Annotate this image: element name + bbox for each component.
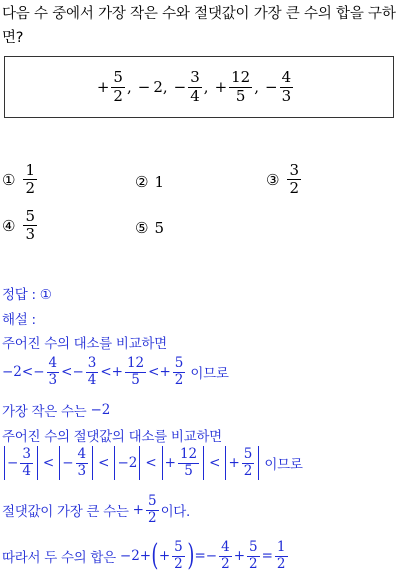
- order-fraction-5: [173, 356, 186, 388]
- largest-line: [2, 494, 190, 526]
- abs-fraction-2: [76, 447, 89, 479]
- final-fraction-1: [219, 540, 232, 572]
- number-list: [5, 57, 393, 117]
- abs-sign-2: −: [62, 455, 74, 471]
- abs-fraction-5: [242, 447, 255, 479]
- number-sign: +: [214, 78, 228, 96]
- final-f2-numerator: 5: [249, 539, 258, 555]
- explanation-line-1: 주어진 수의 대소를 비교하면: [2, 336, 167, 352]
- order-fraction-4-denominator: 5: [131, 371, 140, 388]
- option-mark: ③: [266, 170, 280, 189]
- largest-numerator: 5: [147, 493, 157, 509]
- largest-sign: +: [132, 502, 144, 519]
- final-text: 따라서 두 수의 합은: [2, 550, 116, 567]
- number-fraction-denominator: 3: [281, 86, 292, 105]
- number-sign: −: [137, 78, 151, 96]
- option-mark: ④: [2, 216, 16, 235]
- option-fraction: [287, 162, 301, 198]
- option-2[interactable]: [135, 173, 164, 191]
- abs-fraction-1: [20, 447, 33, 479]
- abs-bar-right-1: [37, 446, 38, 480]
- abs-sign-4: +: [164, 455, 176, 471]
- option-4[interactable]: [2, 208, 39, 244]
- order-fraction-4: [125, 356, 146, 388]
- abs-sign-1: −: [7, 455, 19, 471]
- number-separator: ,: [126, 78, 132, 96]
- order-rel-4: <: [148, 364, 160, 381]
- option-3[interactable]: [266, 162, 303, 198]
- order-comparison: [2, 356, 229, 388]
- order-fraction-2-numerator: 4: [48, 355, 58, 371]
- number-fraction-numerator: 4: [281, 68, 292, 87]
- number-value: 2: [153, 78, 163, 96]
- order-rel-1: <: [21, 364, 34, 381]
- final-plus: +: [233, 548, 245, 565]
- abs-suffix: 이므로: [264, 457, 303, 473]
- smallest-text: 가장 작은 수는: [2, 404, 87, 420]
- abs-fraction-4-numerator: 12: [179, 445, 198, 462]
- final-f1-denominator: 2: [221, 555, 230, 572]
- number-fraction: [111, 69, 125, 105]
- final-f1-numerator: 4: [221, 539, 230, 555]
- final-eq1: =−: [194, 548, 218, 565]
- option-fraction-denominator: 2: [25, 179, 35, 198]
- option-mark: ②: [135, 173, 149, 191]
- largest-text: 절댓값이 가장 큰 수는: [2, 504, 129, 521]
- abs-fraction-5-numerator: 5: [243, 445, 253, 462]
- number-fraction-numerator: 5: [113, 68, 123, 87]
- abs-rel-1: <: [42, 455, 55, 471]
- largest-denominator: 2: [147, 509, 157, 526]
- number-separator: ,: [203, 78, 209, 96]
- abs-fraction-2-denominator: 3: [77, 462, 87, 479]
- order-suffix: 이므로: [190, 366, 229, 383]
- number-fraction: [229, 69, 252, 105]
- number-item-2: [138, 78, 168, 96]
- smallest-value: −2: [90, 402, 111, 418]
- number-fraction-numerator: 3: [190, 68, 200, 87]
- number-separator: ,: [162, 78, 168, 96]
- abs-bar-left-3: [114, 446, 115, 480]
- order-term-1: −2: [2, 364, 22, 381]
- smallest-line: [2, 400, 110, 420]
- option-fraction-numerator: 1: [25, 161, 35, 179]
- abs-bar-left-1: [4, 446, 5, 480]
- option-1[interactable]: [2, 162, 39, 198]
- final-fraction-2: [247, 540, 260, 572]
- abs-fraction-4: [178, 447, 199, 479]
- number-fraction-denominator: 5: [235, 86, 246, 105]
- order-fraction-3-numerator: 3: [87, 355, 97, 371]
- number-item-3: [174, 69, 209, 105]
- final-result: [275, 540, 288, 572]
- option-fraction-numerator: 5: [25, 207, 35, 225]
- abs-rel-4: <: [209, 455, 221, 471]
- option-value: 1: [154, 173, 164, 191]
- final-eq2: =: [261, 548, 273, 565]
- order-fraction-4-numerator: 12: [126, 355, 145, 371]
- option-fraction-numerator: 3: [289, 161, 299, 179]
- explanation-label: 해설 :: [2, 312, 36, 328]
- order-sign-2: −: [33, 364, 45, 381]
- question-text: 다음 수 중에서 가장 작은 수와 절댓값이 가장 큰 수의 합을 구하면?: [2, 6, 396, 46]
- abs-bar-right-3: [139, 446, 140, 480]
- number-fraction-numerator: 12: [231, 68, 251, 87]
- number-item-5: [265, 69, 295, 105]
- order-rel-3: <: [100, 364, 112, 381]
- order-fraction-5-denominator: 2: [174, 371, 184, 388]
- abs-bar-right-4: [203, 446, 204, 480]
- number-item-4: [215, 69, 259, 105]
- option-fraction: [23, 208, 37, 244]
- largest-fraction: [146, 494, 159, 526]
- abs-sign-5: +: [228, 455, 240, 471]
- number-sign: −: [173, 78, 187, 96]
- final-inner-sign: +: [158, 548, 171, 565]
- final-inner-numerator: 5: [174, 539, 183, 555]
- number-list-box: [4, 56, 394, 118]
- order-fraction-3: [86, 356, 99, 388]
- order-sign-3: −: [72, 364, 84, 381]
- abs-rel-2: <: [98, 455, 110, 471]
- number-sign: −: [265, 78, 278, 96]
- order-fraction-5-numerator: 5: [174, 355, 184, 371]
- order-fraction-2-denominator: 3: [48, 371, 58, 388]
- final-result-numerator: 1: [276, 539, 286, 555]
- number-separator: ,: [254, 78, 260, 96]
- explanation-line-2: 주어진 수의 절댓값의 대소를 비교하면: [2, 429, 222, 445]
- abs-fraction-1-denominator: 4: [22, 462, 31, 479]
- option-value: 5: [154, 219, 164, 237]
- largest-suffix: 이다.: [160, 504, 191, 521]
- abs-bar-left-5: [225, 446, 226, 480]
- abs-bar-right-5: [258, 446, 259, 480]
- final-inner-fraction: [172, 540, 185, 572]
- abs-rel-3: <: [145, 455, 157, 471]
- abs-bar-left-4: [162, 446, 163, 480]
- option-fraction: [23, 162, 37, 198]
- final-inner-denominator: 2: [174, 555, 183, 572]
- abs-fraction-5-denominator: 2: [243, 462, 253, 479]
- abs-fraction-1-numerator: 3: [22, 445, 31, 462]
- abs-fraction-4-denominator: 5: [184, 462, 193, 479]
- order-rel-2: <: [61, 364, 73, 381]
- option-fraction-denominator: 2: [289, 179, 299, 198]
- option-mark: ①: [2, 170, 16, 189]
- option-mark: ⑤: [135, 219, 149, 237]
- final-result-denominator: 2: [276, 555, 286, 572]
- abs-bar-left-2: [59, 446, 60, 480]
- paren-close: ): [187, 538, 195, 574]
- order-sign-5: +: [159, 364, 171, 381]
- number-sign: +: [96, 78, 110, 96]
- order-sign-4: +: [111, 364, 123, 381]
- number-item-1: [97, 69, 132, 105]
- option-5[interactable]: [135, 219, 164, 237]
- abs-bar-right-2: [92, 446, 93, 480]
- final-a: −2+: [119, 548, 152, 565]
- number-fraction: [188, 69, 202, 105]
- order-fraction-2: [47, 356, 60, 388]
- final-line: [2, 540, 290, 572]
- abs-fraction-2-numerator: 4: [77, 445, 87, 462]
- final-f2-denominator: 2: [249, 555, 258, 572]
- abs-term-3: −2: [117, 455, 138, 471]
- option-fraction-denominator: 3: [25, 225, 35, 244]
- number-fraction-denominator: 4: [190, 86, 200, 105]
- number-fraction: [280, 69, 294, 105]
- paren-open: (: [151, 538, 159, 574]
- number-fraction-denominator: 2: [113, 86, 123, 105]
- order-fraction-3-denominator: 4: [87, 371, 97, 388]
- abs-comparison: [2, 446, 303, 480]
- answer-label: 정답 : ①: [2, 287, 52, 303]
